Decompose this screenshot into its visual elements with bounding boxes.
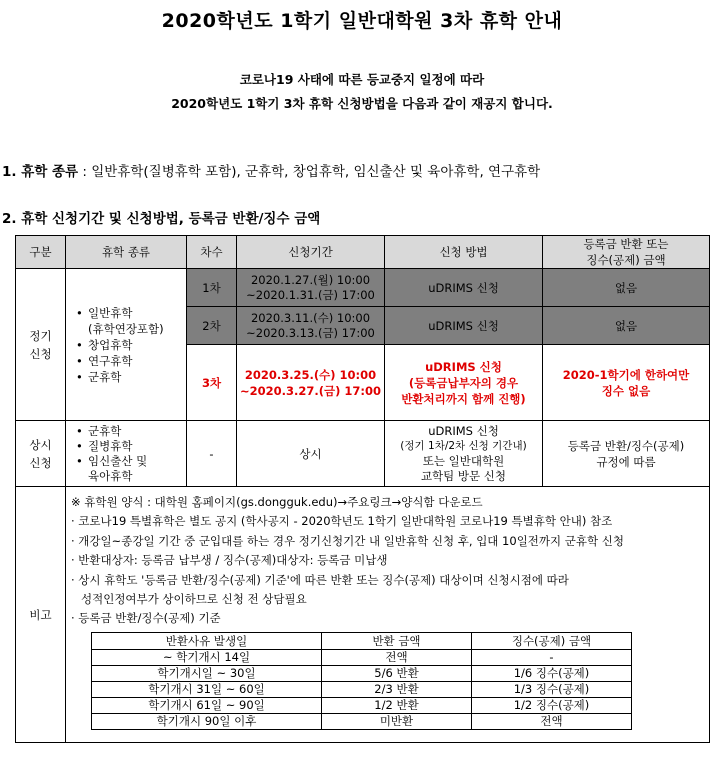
always-label-line1: 상시	[29, 437, 52, 452]
round-3-refund-line2: 징수 없음	[601, 383, 651, 398]
table-cell: 전액	[472, 713, 632, 729]
table-cell: -	[472, 649, 632, 665]
table-header-row	[16, 236, 710, 269]
refund-criteria-header-cell: 반환사유 발생일	[92, 632, 322, 649]
table-cell: 학기개시 61일 ~ 90일	[92, 697, 322, 713]
remarks-line: · 등록금 반환/징수(공제) 기준	[71, 611, 221, 626]
round-3-period	[237, 345, 385, 421]
section-1-heading: 1. 휴학 종류	[2, 164, 79, 180]
round-3-refund-line1: 2020-1학기에 한하여만	[562, 367, 690, 382]
table-cell: 전액	[322, 649, 472, 665]
list-item: • 임신출산 및	[76, 454, 184, 469]
round-3-method-line2: (등록금납부자의 경우	[408, 375, 519, 390]
table-cell: 1/3 징수(공제)	[472, 681, 632, 697]
round-3-period-start: 2020.3.25.(수) 10:00	[244, 367, 377, 382]
always-method-line3: 또는 일반대학원	[422, 453, 505, 468]
header-category: 구분	[16, 236, 66, 269]
round-1-period	[237, 269, 385, 307]
remarks-line: · 개강일~종강일 기간 중 군입대를 하는 경우 정기신청기간 내 일반휴학 신청 후, 입대 10일전까지 군휴학 신청	[71, 533, 624, 548]
regular-label	[16, 269, 66, 421]
round-2-period	[237, 307, 385, 345]
list-item: 육아휴학	[88, 468, 133, 483]
round-2: 2차	[187, 307, 237, 345]
section-1	[2, 160, 540, 180]
table-cell: 미반환	[322, 713, 472, 729]
round-3-method-line3: 반환처리까지 함께 진행)	[401, 391, 526, 406]
round-2-period-start: 2020.3.11.(수) 10:00	[250, 310, 371, 325]
table-cell: 학기개시일 ~ 30일	[92, 665, 322, 681]
header-refund-line1: 등록금 반환 또는	[583, 237, 669, 251]
table-row	[92, 713, 632, 729]
remarks-label: 비고	[16, 487, 66, 743]
list-item: • 연구휴학	[76, 353, 184, 369]
remarks-line: · 반환대상자: 등록금 납부생 / 징수(공제)대상자: 등록금 미납생	[71, 553, 388, 568]
leave-schedule-table	[15, 235, 710, 743]
round-1-period-end: ~2020.1.31.(금) 17:00	[246, 287, 375, 302]
remarks-line: · 코로나19 특별휴학은 별도 공지 (학사공지 - 2020학년도 1학기 일반대학원 코로나19 특별휴학 안내) 참조	[71, 514, 613, 529]
table-cell: ~ 학기개시 14일	[92, 649, 322, 665]
list-item: • 군휴학	[76, 424, 184, 439]
round-3-method-line1: uDRIMS 신청	[425, 359, 502, 374]
always-label	[16, 421, 66, 487]
intro-line-2: 2020학년도 1학기 3차 휴학 신청방법을 다음과 같이 재공지 합니다.	[171, 96, 553, 111]
round-3-refund	[543, 345, 710, 421]
table-cell: 학기개시 31일 ~ 60일	[92, 681, 322, 697]
round-2-period-end: ~2020.3.13.(금) 17:00	[246, 325, 375, 340]
table-row	[92, 665, 632, 681]
always-method-line4: 교학팀 방문 신청	[420, 468, 507, 483]
table-row	[16, 269, 710, 307]
regular-label-line1: 정기	[29, 328, 52, 343]
always-types	[66, 421, 187, 487]
table-row	[92, 649, 632, 665]
section-1-content: : 일반휴학(질병휴학 포함), 군휴학, 창업휴학, 임신출산 및 육아휴학, 연구휴학	[78, 164, 541, 180]
table-cell: 1/2 반환	[322, 697, 472, 713]
table-cell: 5/6 반환	[322, 665, 472, 681]
page-title: 2020학년도 1학기 일반대학원 3차 휴학 안내	[161, 10, 563, 32]
header-round: 차수	[187, 236, 237, 269]
section-2-heading: 2. 휴학 신청기간 및 신청방법, 등록금 반환/징수 금액	[2, 211, 321, 227]
always-refund-line2: 규정에 따름	[596, 454, 656, 469]
refund-criteria-header-cell: 징수(공제) 금액	[472, 632, 632, 649]
always-round: -	[187, 421, 237, 487]
list-item: • 일반휴학	[76, 305, 184, 321]
always-refund	[543, 421, 710, 487]
round-1-period-start: 2020.1.27.(월) 10:00	[250, 272, 371, 287]
always-label-line2: 신청	[29, 455, 52, 470]
header-period: 신청기간	[237, 236, 385, 269]
round-1-refund: 없음	[543, 269, 710, 307]
round-1-method: uDRIMS 신청	[385, 269, 543, 307]
round-2-refund: 없음	[543, 307, 710, 345]
regular-label-line2: 신청	[29, 346, 52, 361]
remarks-line: · 상시 휴학도 '등록금 반환/징수(공제) 기준'에 따른 반환 또는 징수(공제) 대상이며 신청시점에 따라	[71, 572, 569, 587]
remarks-line: 성적인정여부가 상이하므로 신청 전 상담필요	[81, 592, 307, 607]
remarks-row	[16, 487, 710, 743]
always-method-line1: uDRIMS 신청	[428, 423, 499, 438]
header-type: 휴학 종류	[66, 236, 187, 269]
list-item: • 창업휴학	[76, 337, 184, 353]
always-types-list	[68, 424, 184, 484]
table-cell: 1/6 징수(공제)	[472, 665, 632, 681]
table-row	[92, 681, 632, 697]
round-2-method: uDRIMS 신청	[385, 307, 543, 345]
refund-criteria-header-cell: 반환 금액	[322, 632, 472, 649]
header-refund	[543, 236, 710, 269]
round-1: 1차	[187, 269, 237, 307]
remarks-line: ※ 휴학원 양식 : 대학원 홈페이지(gs.dongguk.edu)→주요링크→양식함 다운로드	[71, 495, 483, 509]
always-period: 상시	[237, 421, 385, 487]
list-item: • 질병휴학	[76, 439, 184, 454]
refund-criteria-table	[91, 632, 632, 730]
always-method-line2: (정기 1차/2차 신청 기간내)	[400, 439, 527, 452]
remarks-content	[66, 487, 710, 743]
always-refund-line1: 등록금 반환/징수(공제)	[567, 438, 685, 453]
always-method	[385, 421, 543, 487]
header-refund-line2: 징수(공제) 금액	[586, 253, 666, 267]
round-3: 3차	[187, 345, 237, 421]
table-cell: 학기개시 90일 이후	[92, 713, 322, 729]
table-row	[92, 697, 632, 713]
table-cell: 1/2 징수(공제)	[472, 697, 632, 713]
table-cell: 2/3 반환	[322, 681, 472, 697]
table-row	[16, 421, 710, 487]
list-item: (휴학연장포함)	[88, 321, 164, 336]
regular-types	[66, 269, 187, 421]
round-3-period-end: ~2020.3.27.(금) 17:00	[240, 383, 381, 398]
refund-criteria-header	[92, 632, 632, 649]
list-item: • 군휴학	[76, 369, 184, 385]
intro-line-1: 코로나19 사태에 따른 등교중지 일정에 따라	[239, 72, 485, 87]
header-method: 신청 방법	[385, 236, 543, 269]
round-3-method	[385, 345, 543, 421]
regular-types-list	[68, 305, 184, 385]
